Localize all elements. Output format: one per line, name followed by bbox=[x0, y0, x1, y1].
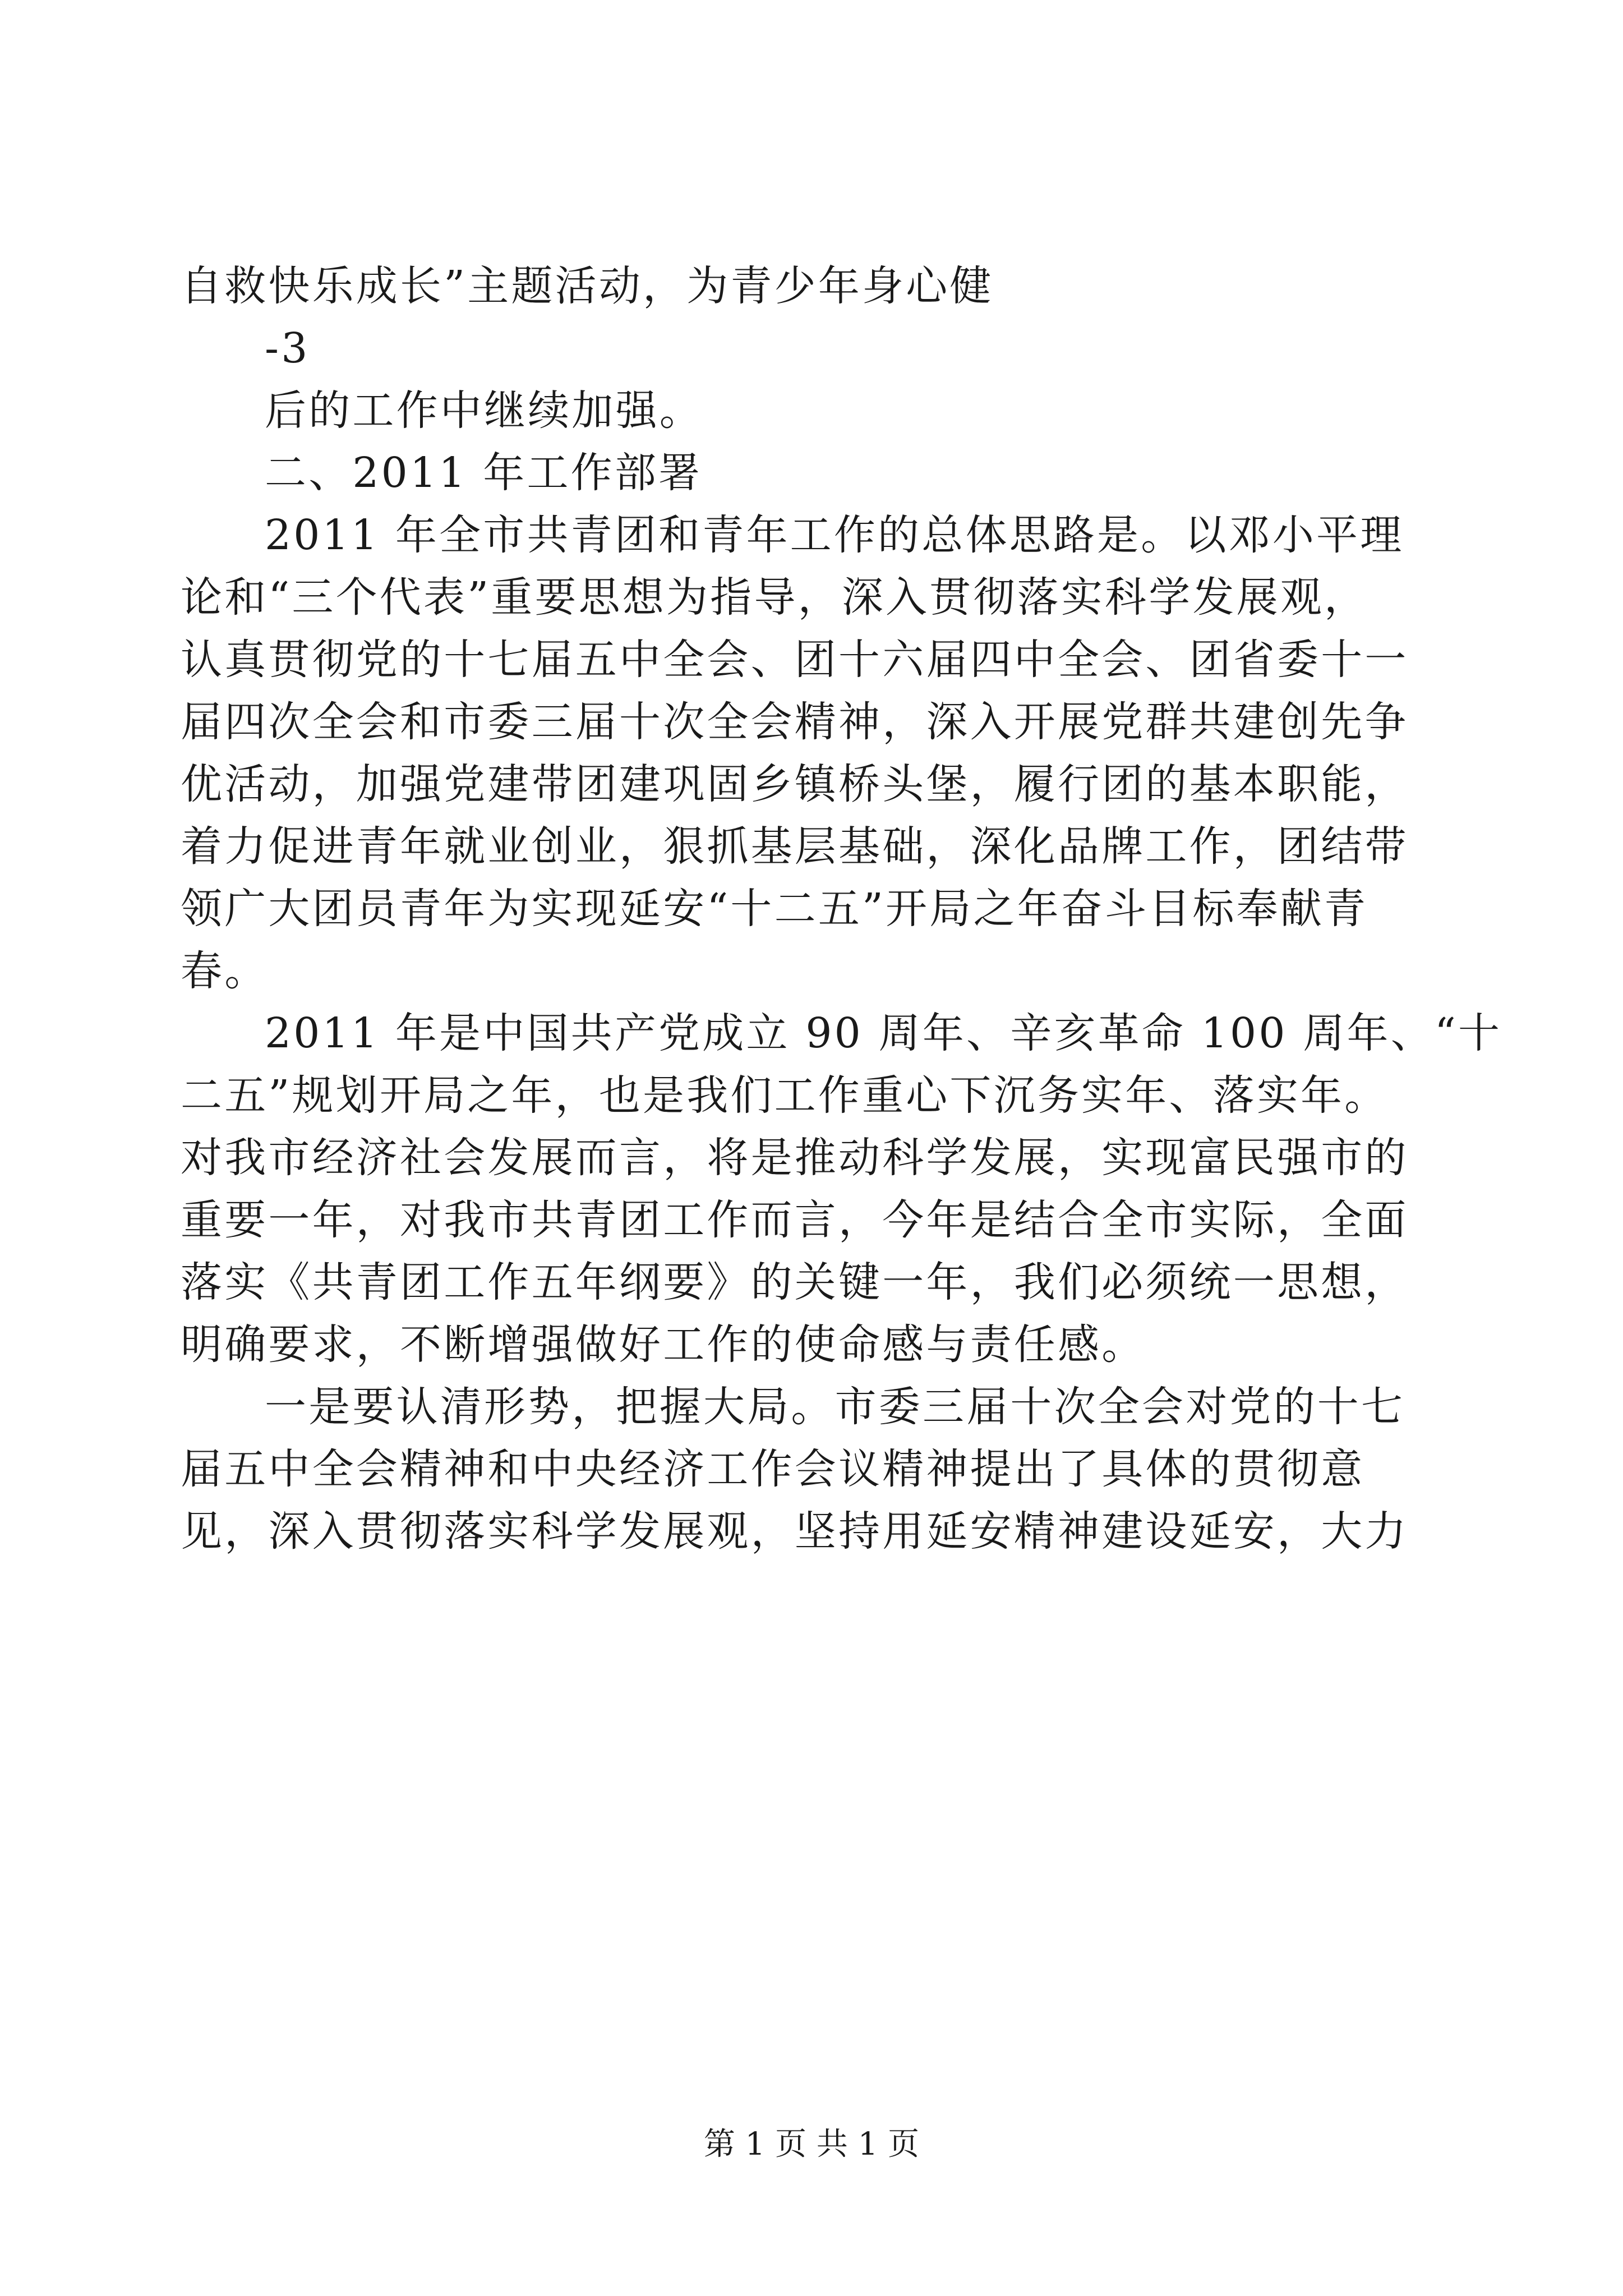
section-heading: 二、2011 年工作部署 bbox=[265, 449, 703, 497]
text-line: 重要一年，对我市共青团工作而言，今年是结合全市实际，全面 bbox=[181, 1196, 1409, 1244]
text-line: 二五”规划开局之年，也是我们工作重心下沉务实年、落实年。 bbox=[181, 1071, 1389, 1120]
text-line: 优活动，加强党建带团建巩固乡镇桥头堡，履行团的基本职能， bbox=[181, 760, 1409, 808]
page-marker: -3 bbox=[265, 324, 310, 372]
text-line: 落实《共青团工作五年纲要》的关键一年，我们必须统一思想， bbox=[181, 1258, 1409, 1306]
text-line: 领广大团员青年为实现延安“十二五”开局之年奋斗目标奉献青 bbox=[181, 885, 1368, 933]
text-line: 自救快乐成长”主题活动，为青少年身心健 bbox=[181, 262, 994, 310]
paragraph-start: 2011 年是中国共产党成立 90 周年、辛亥革命 100 周年、“十 bbox=[265, 1009, 1502, 1057]
paragraph-start: 2011 年全市共青团和青年工作的总体思路是。以邓小平理 bbox=[265, 511, 1404, 559]
text-line: 着力促进青年就业创业，狠抓基层基础，深化品牌工作，团结带 bbox=[181, 822, 1409, 871]
text-line: 对我市经济社会发展而言，将是推动科学发展，实现富民强市的 bbox=[181, 1134, 1409, 1182]
text-line: 认真贯彻党的十七届五中全会、团十六届四中全会、团省委十一 bbox=[181, 636, 1409, 684]
document-body bbox=[181, 255, 1502, 1563]
text-line: 见，深入贯彻落实科学发展观，坚持用延安精神建设延安，大力 bbox=[181, 1507, 1409, 1556]
text-line: 论和“三个代表”重要思想为指导，深入贯彻落实科学发展观， bbox=[181, 573, 1368, 622]
paragraph-start: 一是要认清形势，把握大局。市委三届十次全会对党的十七 bbox=[265, 1383, 1405, 1431]
text-line: 明确要求，不断增强做好工作的使命感与责任感。 bbox=[181, 1320, 1146, 1369]
text-line: 届五中全会精神和中央经济工作会议精神提出了具体的贯彻意 bbox=[181, 1445, 1365, 1493]
text-line: 后的工作中继续加强。 bbox=[265, 386, 703, 435]
text-line: 届四次全会和市委三届十次全会精神，深入开展党群共建创先争 bbox=[181, 698, 1409, 746]
text-line: 春。 bbox=[181, 947, 269, 995]
page-number-footer: 第 1 页 共 1 页 bbox=[703, 2126, 920, 2162]
